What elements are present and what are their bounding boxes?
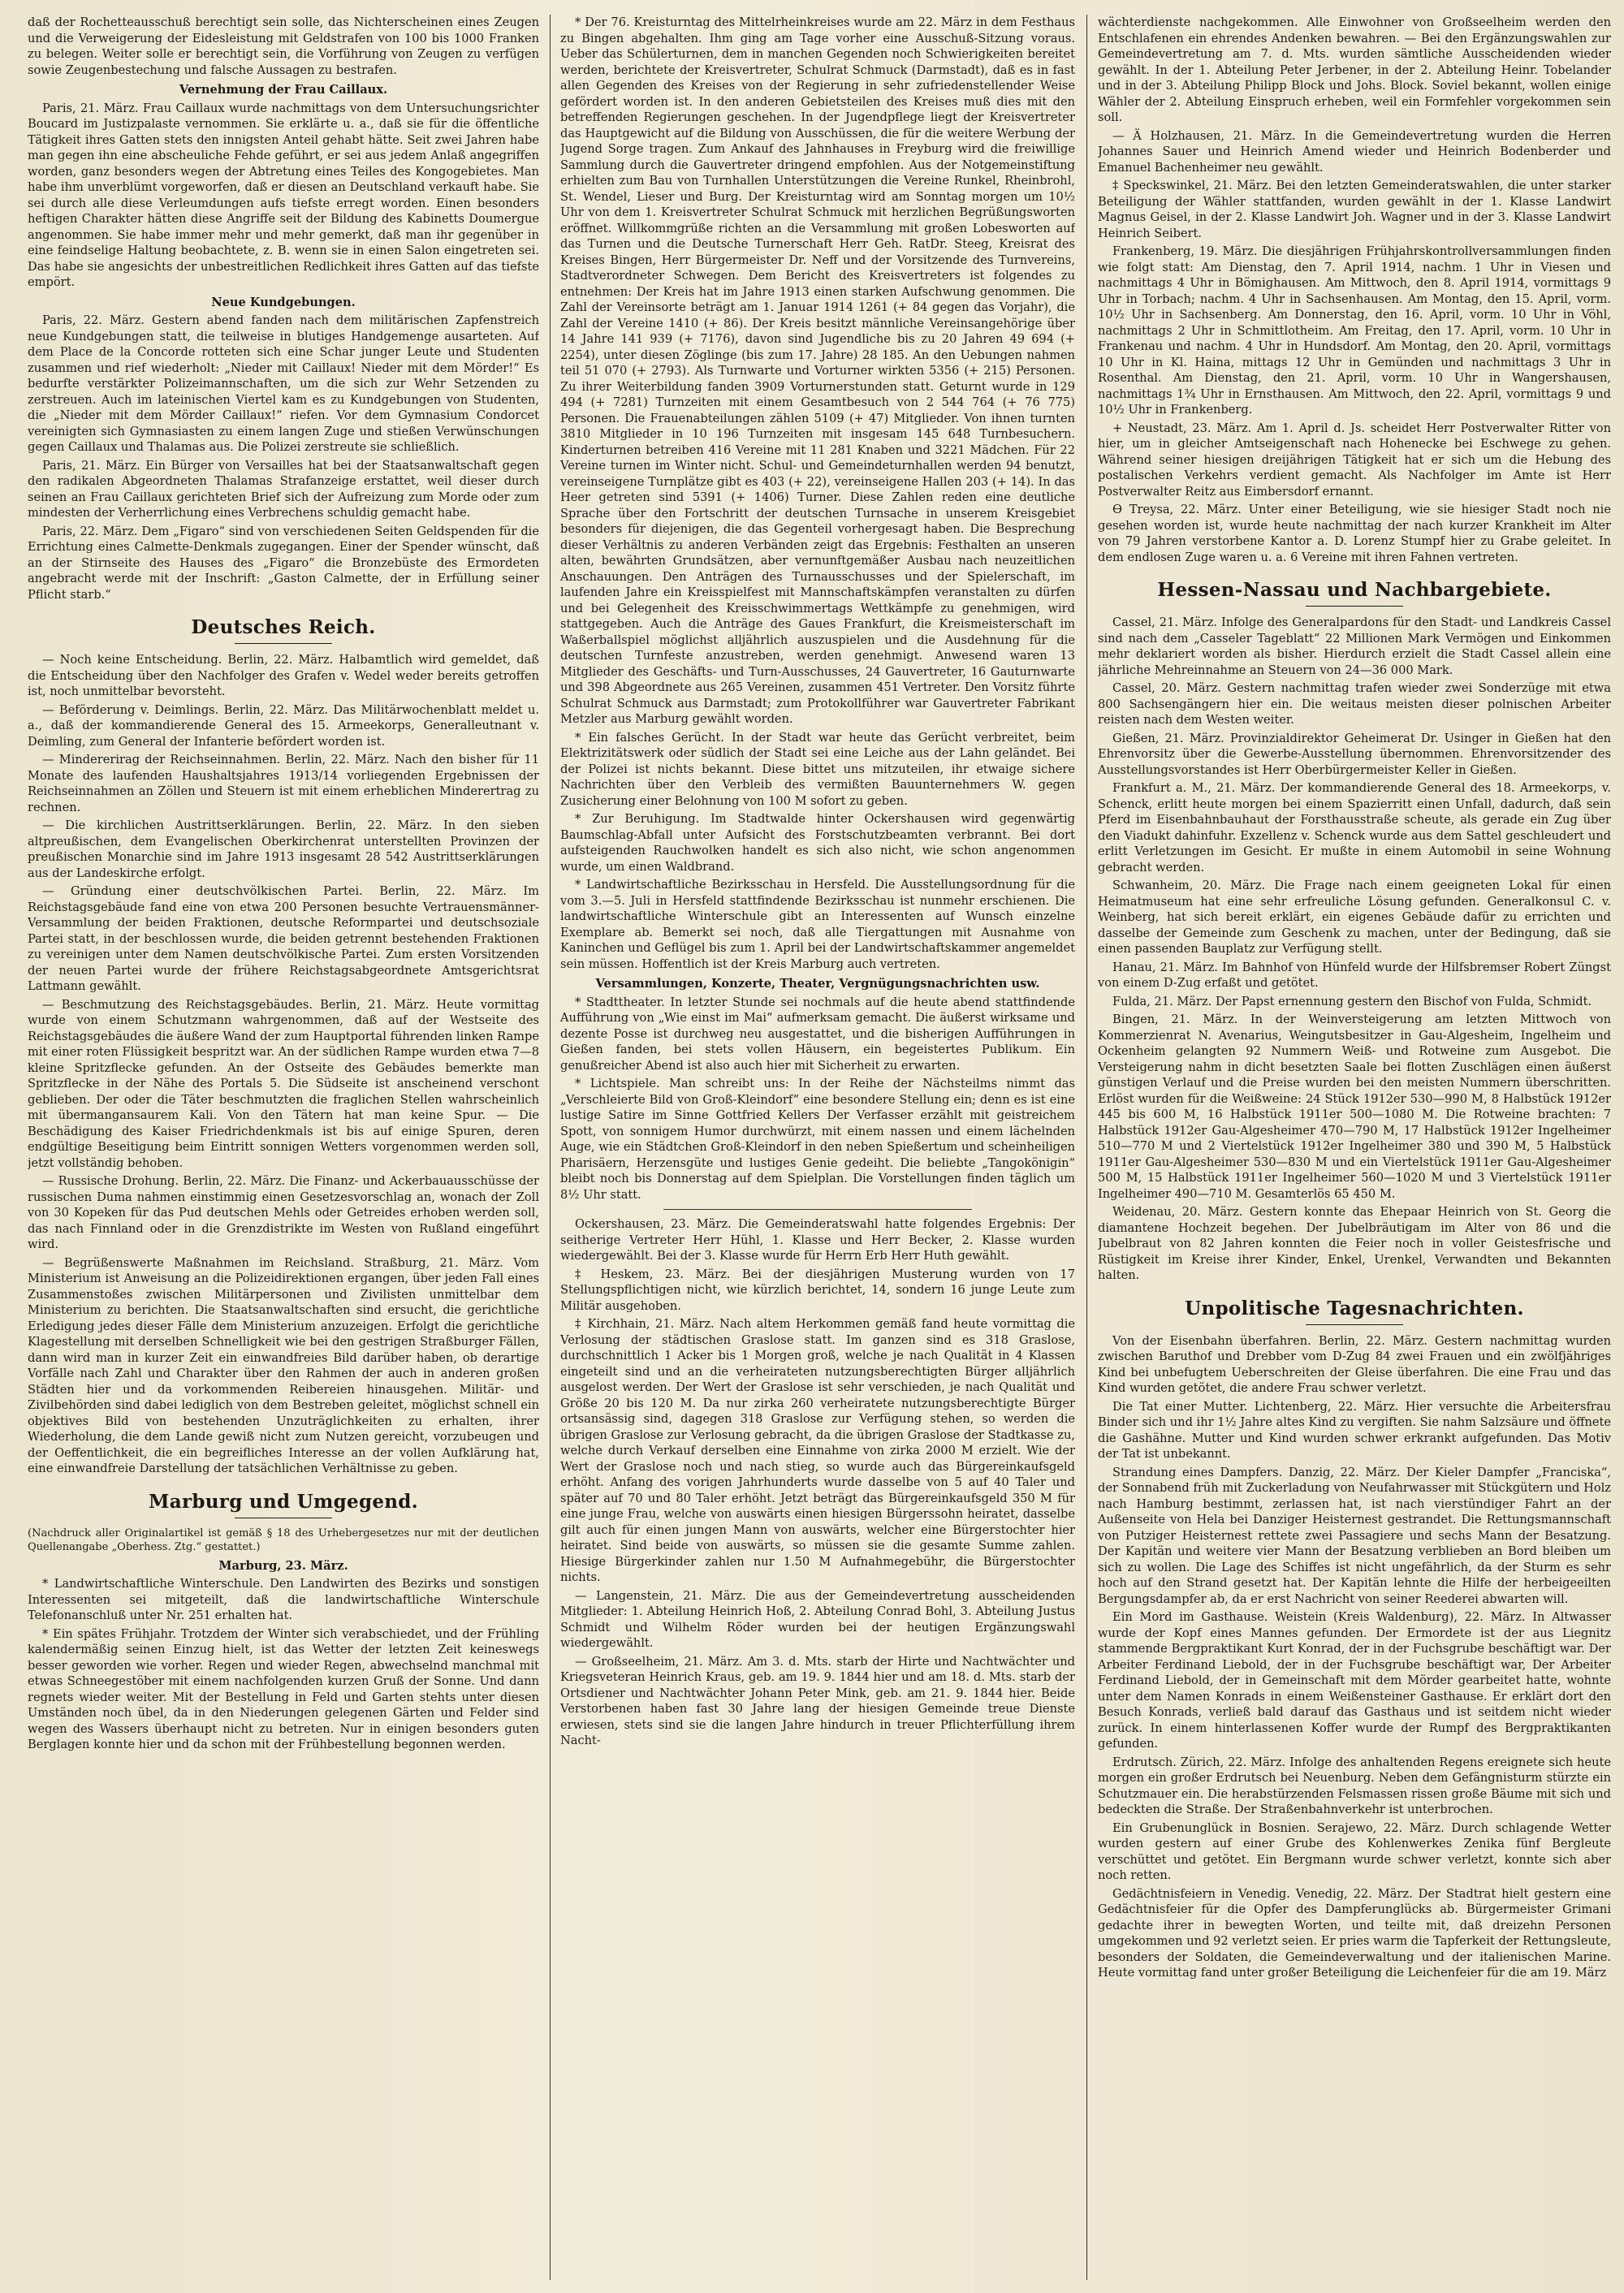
news-item: * Zur Beruhigung. Im Stadtwalde hinter Ockershausen wird gegenwärtig Baumschlag-Abfall unter Aufsicht des Forstschutzbeamten verbrannt. Bei dort aufsteigenden Rauchwolken handelt es sich also nicht, wie schon angenommen wurde, um einen Waldbrand.	[560, 812, 1075, 874]
news-item: — Beschmutzung des Reichstagsgebäudes. Berlin, 21. März. Heute vormittag wurde von einem Schutzmann wahrgenommen, daß auf der Westseite des Reichstagsgebäudes die äußere Wand der zum Hauptportal führenden linken Rampe mit einer roten Flüssigkeit bespritzt war. An der südlichen Rampe wurden etwa 7—8 kleine Spritzflecke gefunden. An der Ostseite des Gebäudes bemerkte man Spritzflecke in der Nähe des Portals 5. Die Südseite ist anscheinend verschont geblieben. Der oder die Täter beschmutzten die fraglichen Stellen wahrscheinlich mit übermangansaurem Kali. Von den Tätern hat man keine Spur. — Die Beschädigung des Kaiser Friedrichdenkmals ist bis auf einige Spuren, deren endgültige Beseitigung beim Eintritt sonnigen Wetters vorgenommen werden soll, jetzt vollständig behoben.	[28, 997, 539, 1170]
news-item: — Die kirchlichen Austrittserklärungen. Berlin, 22. März. In den sieben altpreußischen, dem Evangelischen Oberkirchenrat unterstellten Provinzen der preußischen Monarchie sind im Jahre 1913 insgesamt 28 542 Austrittserklärungen aus der Landeskirche erfolgt.	[28, 818, 539, 880]
section-heading-marburg: Marburg und Umgegend.	[28, 1490, 539, 1518]
column-1	[28, 15, 539, 2280]
news-item: * Landwirtschaftliche Bezirksschau in Hersfeld. Die Ausstellungsordnung für die vom 3.—5. Juli in Hersfeld stattfindende Bezirksschau ist nunmehr erschienen. Die landwirtschaftliche Winterschule gibt an Interessenten auf Wunsch einzelne Exemplare ab. Bemerkt sei noch, daß alle Tiergattungen mit Ausnahme von Kaninchen und Geflügel bis zum 1. April bei der Landwirtschaftskammer angemeldet sein müssen. Hoffentlich ist der Kreis Marburg auch vertreten.	[560, 878, 1075, 971]
news-item: — Großseelheim, 21. März. Am 3. d. Mts. starb der Hirte und Nachtwächter und Kriegsveteran Heinrich Kraus, geb. am 19. 9. 1844 hier und am 18. d. Mts. starb der Ortsdiener und Nachtwächter Johann Peter Mink, geb. am 21. 9. 1844 hier. Beide Verstorbenen haben fast 30 Jahre lang der hiesigen Gemeinde treue Dienste erwiesen, stets sind sie die langen Jahre hindurch in treuer Pflichterfüllung ihrem Nacht-	[560, 1654, 1075, 1747]
news-item: ‡ Speckswinkel, 21. März. Bei den letzten Gemeinderatswahlen, die unter starker Beteiligung der Wähler stattfanden, wurden gewählt in der 1. Klasse Landwirt Magnus Geisel, in der 2. Klasse Landwirt Joh. Wagner und in der 3. Klasse Landwirt Heinrich Seibert.	[1098, 179, 1611, 240]
news-item: Ɵ Treysa, 22. März. Unter einer Beteiligung, wie sie hiesiger Stadt noch nie gesehen worden ist, wurde heute nachmittag der nach kurzer Krankheit im Alter von 79 Jahren verstorbene Kantor a. D. Lorenz Stumpf hier zu Grabe geleitet. In dem endlosen Zuge waren u. a. 6 Vereine mit ihren Fahnen vertreten.	[1098, 503, 1611, 564]
news-item: ‡ Kirchhain, 21. März. Nach altem Herkommen gemäß fand heute vormittag die Verlosung der städtischen Graslose statt. Im ganzen sind es 318 Graslose, durchschnittlich 1 Acker bis 1 Morgen groß, welche je nach Qualität in 4 Klassen eingeteilt sind und an die verheirateten nutzungsberechtigten Bürger alljährlich ausgelost werden. Der Wert der Graslose ist sehr verschieden, je nach Qualität und Größe 20 bis 120 M. Da nur zirka 260 verheiratete nutzungsberechtigte Bürger ortsansässig sind, dagegen 318 Graslose zur Verfügung stehen, so werden die übrigen Graslose zur Verlosung gebracht, da die übrigen Graslose der Stadtkasse zu, welche durch Verkauf derselben eine Einnahme von zirka 2000 M erzielt. Wie der Wert der Graslose noch und nach stieg, so wurde auch das Bürgereinkaufsgeld erhöht. Anfang des vorigen Jahrhunderts wurde dasselbe von 5 auf 40 Taler und später auf 70 und 80 Taler erhöht. Jetzt beträgt das Bürgereinkaufsgeld 350 M für eine junge Frau, welche von auswärts einen hiesigen Bürgerssohn heiratet, dasselbe gilt auch für einen jungen Mann von auswärts, welcher eine Bürgerstochter hier heiratet. Sind beide von auswärts, so müssen sie die gesamte Summe zahlen. Hiesige Bürgerkinder zahlen nur 1.50 M Aufnahmegebühr, die Bürgerstochter nichts.	[560, 1317, 1075, 1584]
news-item: — Mindererirag der Reichseinnahmen. Berlin, 22. März. Nach den bisher für 11 Monate des laufenden Haushaltsjahres 1913/14 vorliegenden Ergebnissen der Reichseinnahmen an Zöllen und Steuern ist mit einem erheblichen Minderertrag zu rechnen.	[28, 753, 539, 814]
news-item: — Langenstein, 21. März. Die aus der Gemeindevertretung ausscheidenden Mitglieder: 1. Abteilung Heinrich Hoß, 2. Abteilung Conrad Bohl, 3. Abteilung Justus Schmidt und Wilhelm Röder wurden bei der heutigen Ergänzungswahl wiedergewählt.	[560, 1588, 1075, 1650]
column-2	[560, 15, 1075, 2280]
news-item: Ein Mord im Gasthause. Weistein (Kreis Waldenburg), 22. März. In Altwasser wurde der Kopf eines Mannes gefunden. Der Ermordete ist der aus Liegnitz stammende Bergpraktikant Kurt Konrad, der in der Fuchsgrube beschäftigt war. Der Arbeiter Ferdinand Liebold, der in der Fuchsgrube beschäftigt war, Der Arbeiter Ferdinand Liebold, der in Gemeinschaft mit dem Mörder gearbeitet hatte, wohnte unter dem Namen Konrads in einem Weißensteiner Gasthause. Er erklärt dort den Besuch Konrads, verließ bald darauf das Gasthaus und ist seitdem nicht wieder zurück. In einem hinterlassenen Koffer wurde der Rumpf des Bergpraktikanten gefunden.	[1098, 1610, 1611, 1751]
subheading: Versammlungen, Konzerte, Theater, Vergnügungsnachrichten usw.	[595, 977, 1040, 991]
news-item: Schwanheim, 20. März. Die Frage nach einem geeigneten Lokal für einen Heimatmuseum hat eine sehr erfreuliche Lösung gefunden. Generalkonsul C. v. Weinberg, hat sich bereit erklärt, ein eigenes Gebäude dafür zu errichten und dasselbe der Gemeinde zum Geschenk zu machen, unter der Bedingung, daß sie einen passenden Bauplatz zur Verfügung stellt.	[1098, 879, 1611, 956]
news-item: Weidenau, 20. März. Gestern konnte das Ehepaar Heinrich von St. Georg die diamantene Hochzeit begehen. Der Jubelbräutigam im Alter von 86 und die Jubelbraut von 82 Jahren konnten die Feier noch in voller Geistesfrische und Rüstigkeit im Kreise ihrer Kinder, Enkel, Urenkel, Verwandten und Bekannten halten.	[1098, 1205, 1611, 1282]
news-item: — Ä Holzhausen, 21. März. In die Gemeindevertretung wurden die Herren Johannes Sauer und Heinrich Amend wieder und Heinrich Bodenberder und Emanuel Bachenheimer neu gewählt.	[1098, 128, 1611, 175]
news-item: Frankenberg, 19. März. Die diesjährigen Frühjahrskontrollversammlungen finden wie folgt statt: Am Dienstag, den 7. April 1914, nachm. 1 Uhr in Viesen und nachmittags 4 Uhr in Bömighausen. Am Mittwoch, den 8. April 1914, vormittags 9 Uhr in Torbach; nachm. 4 Uhr in Sachsenhausen. Am Montag, den 15. April, vorm. 10½ Uhr in Sachsenberg. Am Donnerstag, den 16. April, vorm. 10 Uhr in Vöhl, nachmittags 2 Uhr in Schmittlotheim. Am Freitag, den 17. April, vorm. 10 Uhr in Frankenau und nachm. 4 Uhr in Hundsdorf. Am Montag, den 20. April, vormittags 10 Uhr in Kl. Haina, mittags 12 Uhr in Gemünden und nachmittags 3 Uhr in Rosenthal. Am Dienstag, den 21. April, vorm. 10 Uhr in Wangershausen, nachmittags 1¾ Uhr in Ernsthausen. Am Mittwoch, den 22. April, vormittags 9 und 10½ Uhr in Frankenberg.	[1098, 244, 1611, 417]
news-item: Ein Grubenunglück in Bosnien. Serajewo, 22. März. Durch schlagende Wetter wurden gestern auf einer Grube des Kohlenwerkes Zenika fünf Bergleute verschüttet und getötet. Ein Bergmann wurde schwer verletzt, konnte sich aber noch retten.	[1098, 1820, 1611, 1882]
news-item: — Noch keine Entscheidung. Berlin, 22. März. Halbamtlich wird gemeldet, daß die Entscheidung über den Nachfolger des Grafen v. Wedel weder bereits getroffen ist, noch unmittelbar bevorsteht.	[28, 653, 539, 698]
article-paragraph: Paris, 22. März. Dem „Figaro“ sind von verschiedenen Seiten Geldspenden für die Errichtung eines Calmette-Denkmals zugegangen. Einer der Spender wünscht, daß an der Stirnseite des Hauses des „Figaro“ die Bronzebüste des Ermordeten angebracht werde mit der Inschrift: „Gaston Calmette, der in Erfüllung seiner Pflicht starb.“	[28, 524, 539, 602]
news-item: Bingen, 21. März. In der Weinversteigerung am letzten Mittwoch von Kommerzienrat N. Avenarius, Weingutsbesitzer in Gau-Algesheim, Ingelheim und Ockenheim gelangten 92 Nummern Weiß- und Rotweine zum Ausgebot. Die Versteigerung nahm in dicht besetzten Saale bei flotten Zuschlägen einen äußerst günstigen Verlauf und die Preise wurden bei den meisten Nummern überschritten. Erlöst wurden für die Weißweine: 24 Stück 1912er 530—990 M, 8 Halbstück 1912er 445 bis 600 M, 16 Halbstück 1911er 500—1080 M. Die Rotweine brachten: 7 Halbstück 1912er Gau-Algesheimer 470—790 M, 17 Halbstück 1912er Ingelheimer 510—770 M und 2 Viertelstück 1912er Ingelheimer 380 und 390 M, 5 Halbstück 1911er Gau-Algesheimer 530—830 M und ein Viertelstück 1911er Gau-Algesheimer 500 M, 15 Halbstück 1911er Ingelheimer 560—1020 M und 3 Viertelstück 1911er Ingelheimer 490—710 M. Gesamterlös 65 450 M.	[1098, 1013, 1611, 1201]
news-item: ‡ Heskem, 23. März. Bei der diesjährigen Musterung wurden von 17 Stellungspflichtigen nicht, wie kürzlich berichtet, 14, sondern 16 junge Leute zum Militär ausgehoben.	[560, 1267, 1075, 1313]
separator	[663, 1209, 972, 1210]
news-item: Cassel, 20. März. Gestern nachmittag trafen wieder zwei Sonderzüge mit etwa 800 Sachsengängern hier ein. Die weitaus meisten dieser polnischen Arbeiter reisten nach dem Westen weiter.	[1098, 681, 1611, 727]
news-item: Cassel, 21. März. Infolge des Generalpardons für den Stadt- und Landkreis Cassel sind nach dem „Casseler Tageblatt“ 22 Millionen Mark Vermögen und Einkommen mehr deklariert worden als bisher. Hierdurch erzielt die Stadt Cassel allein eine jährliche Mehreinnahme an Steuern von 24—36 000 Mark.	[1098, 615, 1611, 677]
news-item: * Ein falsches Gerücht. In der Stadt war heute das Gerücht verbreitet, beim Elektrizitätswerk oder südlich der Stadt sei eine Leiche aus der Lahn geländet. Bei der Polizei ist nichts bekannt. Diese bittet uns mitzuteilen, ihr etwaige sichere Nachrichten über den Verbleib des vermißten Bauunternehmers W. gegen Zusicherung einer Belohnung von 100 M sofort zu geben.	[560, 730, 1075, 808]
article-paragraph: Paris, 22. März. Gestern abend fanden nach dem militärischen Zapfenstreich neue Kundgebungen statt, die teilweise in blutiges Handgemenge ausarteten. Auf dem Place de la Concorde rotteten sich eine Schar junger Leute und Studenten zusammen und rief wiederholt: „Nieder mit Caillaux! Nieder mit dem Mörder!“ Es bedurfte verstärkter Polizeimannschaften, um die sich zur Wehr Setzenden zu zerstreuen. Auch im lateinischen Viertel kam es zu Kundgebungen von Studenten, die „Nieder mit dem Mörder Caillaux!“ riefen. Vor dem Gymnasium Condorcet vereinigten sich Gymnasiasten zu einem langen Zuge und stießen Verwünschungen gegen Caillaux und Thalamas aus. Die Polizei zerstreute sie schließlich.	[28, 313, 539, 454]
news-item: Gießen, 21. März. Provinzialdirektor Geheimerat Dr. Usinger in Gießen hat den Ehrenvorsitz über die Gewerbe-Ausstellung übernommen. Ehrenvorsitzender des Ausstellungsvorstandes ist Herr Oberbürgermeister Keller in Gießen.	[1098, 731, 1611, 777]
dateline: Marburg, 23. März.	[218, 1558, 348, 1573]
news-item: * Stadttheater. In letzter Stunde sei nochmals auf die heute abend stattfindende Aufführung von „Wie einst im Mai“ aufmerksam gemacht. Die äußerst wirksame und dezente Posse ist durchweg neu ausgestattet, und die bisherigen Aufführungen in Gießen fanden, bei stets vollen Häusern, ein begeistertes Publikum. Ein genußreicher Abend ist also auch hier mit Sicherheit zu erwarten.	[560, 995, 1075, 1073]
column-rule-right	[1086, 15, 1087, 2280]
news-item: Ockershausen, 23. März. Die Gemeinderatswahl hatte folgendes Ergebnis: Der seitherige Vertreter Herr Hühl, 1. Klasse und Herr Becker, 2. Klasse wurden wiedergewählt. Bei der 3. Klasse wurde für Herrn Erb Herr Huth gewählt.	[560, 1217, 1075, 1263]
news-item: * Lichtspiele. Man schreibt uns: In der Reihe der Nächsteilms nimmt das „Verschleierte Bild von Groß-Kleindorf“ eine besondere Stellung ein; denn es ist eine lustige Satire im Sinne Gottfried Kellers Der Verfasser erzählt mit geistreichem Spott, von sonnigem Humor durchwürzt, mit einem nassen und einem lächelnden Auge, wie ein Städtchen Groß-Kleindorf in den neben Spießertum und scheinheiligen Pharisäern, Herzensgüte und lustiges Genie gedeiht. Die beliebte „Tangokönigin“ bleibt noch bis Donnerstag auf dem Spielplan. Die Vorstellungen finden täglich um 8½ Uhr statt.	[560, 1077, 1075, 1202]
news-item: — Beförderung v. Deimlings. Berlin, 22. März. Das Militärwochenblatt meldet u. a., daß der kommandierende General des 15. Armeekorps, Generalleutnant v. Deimling, zum General der Infanterie befördert worden ist.	[28, 702, 539, 749]
news-item: — Russische Drohung. Berlin, 22. März. Die Finanz- und Ackerbauausschüsse der russischen Duma nahmen einstimmig einen Gesetzesvorschlag an, wonach der Zoll von 30 Kopeken für das Pud deutschen Mehls oder Getreides erhoben werden soll, das nach Finnland oder in die Grenzdistrikte im Westen von Rußland eingeführt wird.	[28, 1174, 539, 1251]
news-item: Erdrutsch. Zürich, 22. März. Infolge des anhaltenden Regens ereignete sich heute morgen ein großer Erdrutsch bei Neuenburg. Neben dem Gefängnisturm stürzte ein Schutzmauer ein. Die herabstürzenden Felsmassen rissen große Bäume mit sich und bedeckten die Straße. Der Straßenbahnverkehr ist unterbrochen.	[1098, 1755, 1611, 1816]
news-item: Frankfurt a. M., 21. März. Der kommandierende General des 18. Armeekorps, v. Schenck, erlitt heute morgen bei einem Spazierritt einen Unfall, dadurch, daß sein Pferd im Eisenbahnbauhaut der Forsthausstraße scheute, als gerade ein Zug über den Viadukt dahinfuhr. Exzellenz v. Schenck wurde aus dem Sattel geschleudert und erlitt Verletzungen im Gesicht. Er mußte in einem Automobil in seine Wohnung gebracht werden.	[1098, 781, 1611, 874]
article-paragraph: Paris, 21. März. Frau Caillaux wurde nachmittags von dem Untersuchungsrichter Boucard im Justizpalaste vernommen. Sie erklärte u. a., daß sie für die öffentliche Tätigkeit ihres Gatten stets den innigsten Anteil gehabt hätte. Seit zwei Jahren habe man gegen ihn eine abscheuliche Fehde geführt, er sei aus jedem Anlaß angegriffen worden, ganz besonders wegen der Abtretung eines Teiles des Kongogebietes. Man habe ihm unverblümt vorgeworfen, daß er diesen an Deutschland verkauft habe. Sie sei durch alle diese Verleumdungen aufs tiefste erregt worden. Einen besonders heftigen Charakter hätten diese Angriffe seit der Bildung des Kabinetts Doumergue angenommen. Sie habe immer mehr und mehr gemerkt, daß man ihr gegenüber in eine feindselige Haltung beobachtete, z. B. wenn sie in einen Salon eingetreten sei. Das habe sie angesichts der unbestreitlichen Redlichkeit ihres Gatten auf das tiefste empört.	[28, 101, 539, 289]
article-paragraph: daß der Rochetteausschuß berechtigt sein solle, das Nichterscheinen eines Zeugen und die Verweigerung der Eidesleistung mit Geldstrafen von 100 bis 1000 Franken zu belegen. Weiter solle er berechtigt sein, die Vorführung von Zeugen zu verfügen sowie Zeugenbestechung und falsche Aussagen zu bestrafen.	[28, 15, 539, 77]
news-item: Gedächtnisfeiern in Venedig. Venedig, 22. März. Der Stadtrat hielt gestern eine Gedächtnisfeier für die Opfer des Dampferunglücks ab. Bürgermeister Grimani gedachte ihrer in bewegten Worten, und teilte mit, daß dreizehn Personen umgekommen und 92 verletzt seien. Er pries warm die Tapferkeit der Rettungsleute, besonders der Soldaten, die Gemeindeverwaltung und der italienischen Marine. Heute vormittag fand unter großer Beteiligung die Leichenfeier für die am 19. März	[1098, 1886, 1611, 1980]
news-item: Strandung eines Dampfers. Danzig, 22. März. Der Kieler Dampfer „Franciska“, der Sonnabend früh mit Zuckerladung von Neufahrwasser mit Stückgütern und Holz nach Hamburg bestimmt, zerlassen hat, ist nach vierstündiger Fahrt an der Außenseite von Hela bei Danziger Heisternest gestrandet. Die Rettungsmannschaft von Putziger Heisternest rettete zwei Passagiere und sechs Mann der Besatzung. Der Kapitän und weitere vier Mann der Besatzung verblieben an Bord bleiben um sich zu wollen. Die Lage des Schiffes ist nicht ungefährlich, da der Sturm es sehr hoch auf den Strand gesetzt hat. Der Kapitän lehnte die Hilfe der herbeigeeilten Bergungsdampfer ab, da er erst Nachricht von seiner Reederei abwarten will.	[1098, 1465, 1611, 1606]
news-item: Fulda, 21. März. Der Papst ernennung gestern den Bischof von Fulda, Schmidt.	[1112, 994, 1592, 1008]
news-item: + Neustadt, 23. März. Am 1. April d. Js. scheidet Herr Postverwalter Ritter von hier, um in gleicher Amtseigenschaft nach Hohenecke bei Eschwege zu gehen. Während seiner hiesigen dreijährigen Tätigkeit hat er sich um die Hebung des postalischen Verkehrs verdient gemacht. Als Nachfolger im Amte ist Herr Postverwalter Reitz aus Eimbersdorf ernannt.	[1098, 421, 1611, 499]
reprint-note: (Nachdruck aller Originalartikel ist gemäß § 18 des Urhebergesetzes nur mit der deutlichen Quellenangabe „Oberhess. Ztg.“ gestattet.)	[28, 1527, 539, 1553]
news-item: — Gründung einer deutschvölkischen Partei. Berlin, 22. März. Im Reichstagsgebäude fand eine von etwa 200 Personen besuchte Vertrauensmänner-Versammlung der beiden Fraktionen, deutsche Reformpartei und deutschsoziale Partei statt, in der beschlossen wurde, die beiden getrennt bestehenden Fraktionen zu vereinigen unter dem Namen deutschvölkische Partei. Zum ersten Vorsitzenden der neuen Partei wurde der frühere Reichstagsabgeordnete Amtsgerichtsrat Lattmann gewählt.	[28, 884, 539, 993]
news-item: * Der 76. Kreisturntag des Mittelrheinkreises wurde am 22. März in dem Festhaus zu Bingen abgehalten. Ihm ging am Tage vorher eine Ausschuß-Sitzung voraus. Ueber das Schülerturnen, dem in manchen Gegenden noch Schwierigkeiten bereitet werden, berichtete der Kreisvertreter, Schulrat Schmuck (Darmstadt), daß es in fast allen Gegenden des Kreises von der Regierung in sehr zufriedenstellender Weise gefördert worden ist. In den anderen Gebietsteilen des Kreises muß dies mit den betreffenden Regierungen geschehen. In der Jugendpflege liegt der Kreisvertreter das Hauptgewicht auf die Bildung von Ausschüssen, die für die weitere Werbung der Jugend Sorge tragen. Zum Ankauf des Jahnhauses in Freyburg wird die freiwillige Sammlung durch die Gauvertreter dringend empfohlen. Aus der Notgemeinstiftung erhielten zum Bau von Turnhallen Unterstützungen die Vereine Runkel, Rheinbrohl, St. Wendel, Lieser und Burg. Der Kreisturntag wird am Sonntag morgen um 10½ Uhr von dem 1. Kreisvertreter Schulrat Schmuck mit herzlichen Begrüßungsworten eröffnet. Willkommgrüße richten an die Versammlung mit großen Lobesworten auf das Turnen und die Deutsche Turnerschaft Herr Geh. RatDr. Steeg, Kreisrat des Kreises Bingen, Herr Bürgermeister Dr. Neff und der Vorsitzende des Turnvereins, Stadtverordneter Schwegen. Dem Bericht des Kreisvertreters ist folgendes zu entnehmen: Der Kreis hat im Jahre 1913 einen starken Aufschwung genommen. Die Zahl der Vereinsorte beträgt am 1. Januar 1914 1261 (+ 84 gegen das Vorjahr), die Zahl der Vereine 1410 (+ 86). Der Kreis besitzt männliche Vereinsangehörige über 14 Jahre 141 939 (+ 7176), davon sind Jugendliche bis zu 20 Jahren 49 694 (+ 2254), unter diesen Zöglinge (bis zum 17. Jahre) 28 185. An den Uebungen nahmen teil 51 070 (+ 2793). Als Turnwarte und Vorturner wirkten 5356 (+ 215) Personen. Zu ihrer Weiterbildung fanden 3909 Vorturnerstunden statt. Geturnt wurde in 129 494 (+ 7281) Turnzeiten mit einem Gesamtbesuch von 2 544 764 (+ 76 775) Personen. Die Frauenabteilungen zählen 5109 (+ 47) Mitglieder. Von ihnen turnten 3810 Mitglieder in 10 196 Turnzeiten mit insgesam 145 648 Turnbesuchern. Kinderturnen betreiben 416 Vereine mit 11 281 Knaben und 3221 Mädchen. Für 22 Vereine turnen im Winter nicht. Schul- und Gemeindeturnhallen werden 94 benutzt, vereinseigene Turnplätze gibt es 403 (+ 22), vereinseigene Hallen 203 (+ 14). In das Heer getreten sind 5391 (+ 1406) Turner. Diese Zahlen reden eine deutliche Sprache über den Fortschritt der deutschen Turnsache in unserem Kreisgebiet besonders für diejenigen, die das Gegenteil vorhergesagt haben. Die Besprechung dieser Verhältnis zu anderen Verbänden zeigt das Ergebnis: Festhalten an unseren alten, bewährten Grundsätzen, aber vernunftgemäßer Ausbau nach neuzeitlichen Anschauungen. Den Anträgen des Turnausschusses und der Spielerschaft, im laufenden Jahre ein Kreisspielfest mit Mannschaftskämpfen veranstalten zu dürfen und bei Gelegenheit des Kreisschwimmertags Wettkämpfe zu genehmigen, wird stattgegeben. Auch die Anträge des Gaues Frankfurt, die Kreismeisterschaft im Waßerballspiel möglichst alljährlich auszuspielen und die Ausdehnung für die deutschen Turnfeste anzustreben, werden genehmigt. Anwesend waren 13 Mitglieder des Geschäfts- und Turn-Ausschusses, 24 Gauvertreter, 16 Gauturnwarte und 398 Abgeordnete aus 265 Vereinen, zusammen 451 Vertreter. Den Vorsitz führte Schulrat Schmuck aus Darmstadt; zum Protokollführer war Gauvertreter Fabrikant Metzler aus Marburg gewählt worden.	[560, 15, 1075, 726]
subheading: Vernehmung der Frau Caillaux.	[179, 83, 388, 97]
news-item: — Begrüßenswerte Maßnahmen im Reichsland. Straßburg, 21. März. Vom Ministerium ist Anweisung an die Polizeidirektionen ergangen, über jeden Fall eines Zusammenstoßes zwischen Militärpersonen und Zivilisten unmittelbar dem Ministerium zu berichten. Die Staatsanwaltschaften sind ersucht, die gerichtliche Erledigung jedes dieser Fälle dem Ministerium anzuzeigen. Erfolgt die gerichtliche Klagestellung mit derselben Schnelligkeit wie bei den gestrigen Straßburger Fällen, dann wird man in kurzer Zeit ein einwandfreies Bild darüber haben, ob derartige Vorfälle nach Zahl und Charakter über den Rahmen der auch in anderen großen Städten hier und da vorkommenden Reibereien hinausgehen. Militär- und Zivilbehörden sind dabei lediglich von dem Bestreben geleitet, möglichst schnell ein objektives Bild von bestehenden Unzuträglichkeiten zu erhalten, ihrer Wiederholung, die dem Lande gewiß nicht zum Nutzen gereicht, vorzubeugen und der Oeffentlichkeit, die ein begreifliches Interesse an der vollen Aufklärung hat, eine einwandfreie Darstellung der tatsächlichen Verhältnisse zu geben.	[28, 1255, 539, 1475]
column-3	[1098, 15, 1611, 2280]
article-paragraph: Paris, 21. März. Ein Bürger von Versailles hat bei der Staatsanwaltschaft gegen den radikalen Abgeordneten Thalamas Strafanzeige erstattet, weil dieser durch seinen an Frau Caillaux gerichteten Brief sich der Aufreizung zum Morde oder zum mindesten der Verherrlichung eines Verbrechens schuldig gemacht habe.	[28, 458, 539, 520]
news-item: Von der Eisenbahn überfahren. Berlin, 22. März. Gestern nachmittag wurden zwischen Baruthof und Drebber vom D-Zug 84 zwei Frauen und ein zwölfjähriges Kind bei unbefugtem Ueberschreiten der Gleise überfahren. Die eine Frau und das Kind wurden getötet, die andere Frau schwer verletzt.	[1098, 1333, 1611, 1395]
section-heading-hessen-nassau: Hessen-Nassau und Nachbargebiete.	[1098, 578, 1611, 607]
section-heading-deutsches-reich: Deutsches Reich.	[28, 615, 539, 644]
news-item: * Landwirtschaftliche Winterschule. Den Landwirten des Bezirks und sonstigen Interessenten sei mitgeteilt, daß die landwirtschaftliche Winterschule Telefonanschluß unter Nr. 251 erhalten hat.	[28, 1577, 539, 1622]
column-rule-left	[550, 15, 551, 2280]
news-item: Die Tat einer Mutter. Lichtenberg, 22. März. Hier versuchte die Arbeitersfrau Binder sich und ihr 1½ Jahre altes Kind zu vergiften. Sie nahm Salzsäure und öffnete die Gashähne. Mutter und Kind wurden schwer erkrankt aufgefunden. Das Motiv der Tat ist unbekannt.	[1098, 1399, 1611, 1461]
news-item: Hanau, 21. März. Im Bahnhof von Hünfeld wurde der Hilfsbremser Robert Züngst von einem D-Zug erfaßt und getötet.	[1098, 960, 1611, 990]
subheading: Neue Kundgebungen.	[211, 295, 356, 309]
news-item: wächterdienste nachgekommen. Alle Einwohner von Großseelheim werden den Entschlafenen ein ehrendes Andenken bewahren. — Bei den Ergänzungswahlen zur Gemeindevertretung am 7. d. Mts. wurden sämtliche Ausscheidenden wieder gewählt. In der 1. Abteilung Peter Jerbener, in der 2. Abteilung Heinr. Tobelander und in der 3. Abteilung Philipp Block und Johs. Block. Soviel bekannt, wollen einige Wähler der 2. Abteilung Einspruch erheben, weil ein Formfehler vorgekommen sein soll.	[1098, 15, 1611, 124]
news-item: * Ein spätes Frühjahr. Trotzdem der Winter sich verabschiedet, und der Frühling kalendermäßig seinen Einzug hielt, ist das Wetter der letzten Zeit keineswegs besser geworden wie vorher. Regen und wieder Regen, abwechselnd manchmal mit etwas Schneegestöber mit einem nachfolgenden kurzen Gruß der Sonne. Und dann regnets wieder weiter. Mit der Bestellung in Feld und Garten stehts unter diesen Umständen noch übel, da in den Niederungen gelegenen Gärten und Felder sind wegen des Wassers überhaupt nicht zu betreten. Nur in einigen besonders guten Berglagen konnte hier und da schon mit der Frühbestellung begonnen werden.	[28, 1626, 539, 1751]
section-heading-unpolitische: Unpolitische Tagesnachrichten.	[1098, 1297, 1611, 1325]
